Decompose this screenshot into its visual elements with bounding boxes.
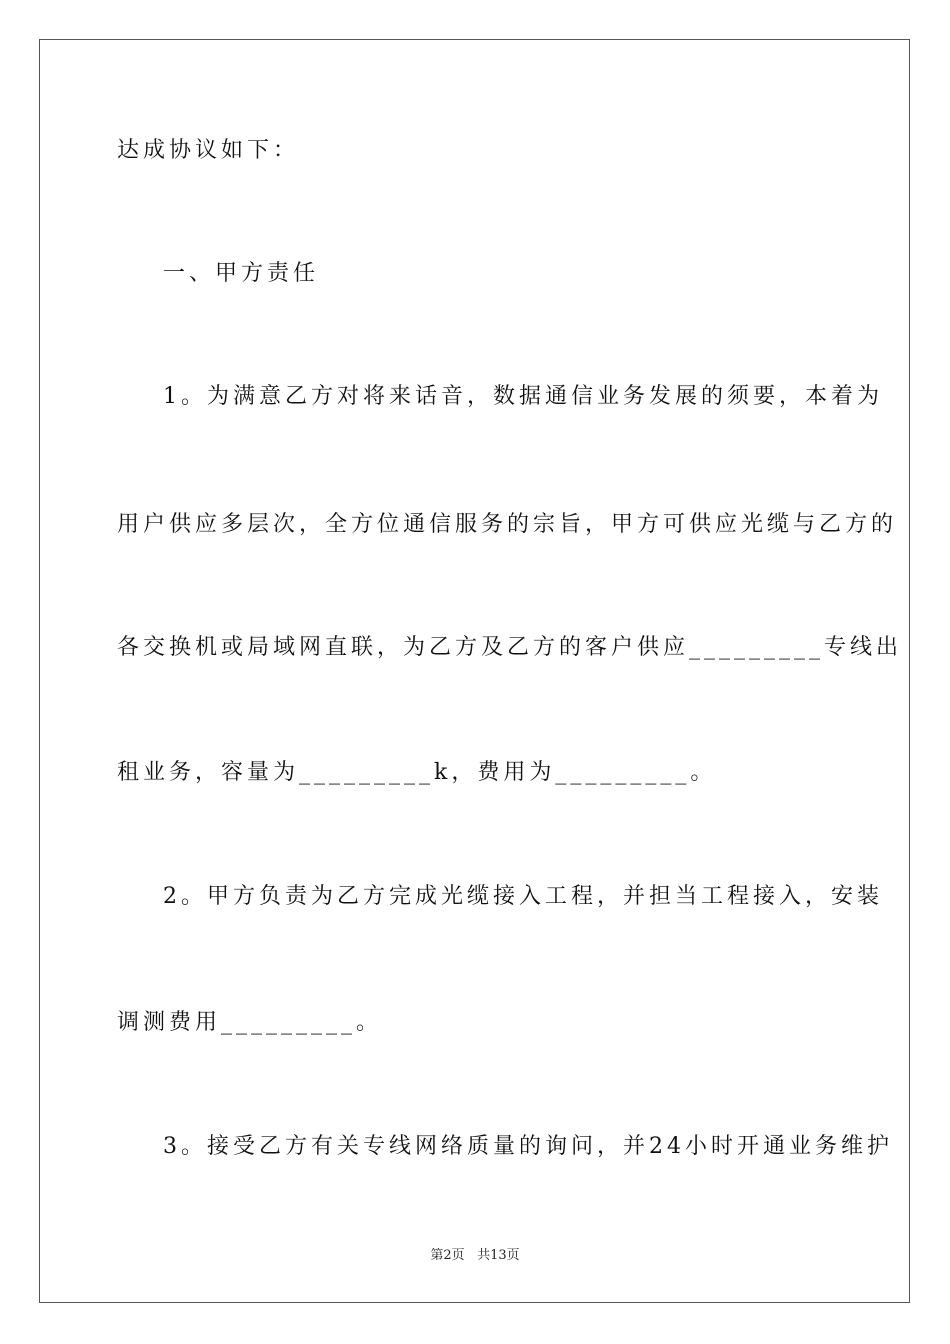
body-text-line: 1。为满意乙方对将来话音，数据通信业务发展的须要，本着为 (163, 384, 883, 409)
body-text-line: 2。甲方负责为乙方完成光缆接入工程，并担当工程接入，安装 (163, 884, 883, 909)
body-text-line: 各交换机或局域网直联，为乙方及乙方的客户供应_________专线出 (117, 635, 903, 660)
body-text-line: 用户供应多层次，全方位通信服务的宗旨，甲方可供应光缆与乙方的 (117, 512, 898, 537)
section-heading: 一、甲方责任 (163, 261, 320, 286)
body-text-line: 租业务，容量为_________k，费用为_________。 (117, 760, 717, 785)
body-text-line: 调测费用_________。 (117, 1010, 383, 1035)
page-number: 第2页 (430, 1248, 465, 1263)
page-border (39, 39, 910, 1303)
page-total: 共13页 (477, 1248, 520, 1263)
body-text-line: 达成协议如下： (117, 138, 300, 163)
page-footer (0, 1247, 950, 1265)
body-text-line: 3。接受乙方有关专线网络质量的询问，并24小时开通业务维护 (163, 1134, 893, 1159)
